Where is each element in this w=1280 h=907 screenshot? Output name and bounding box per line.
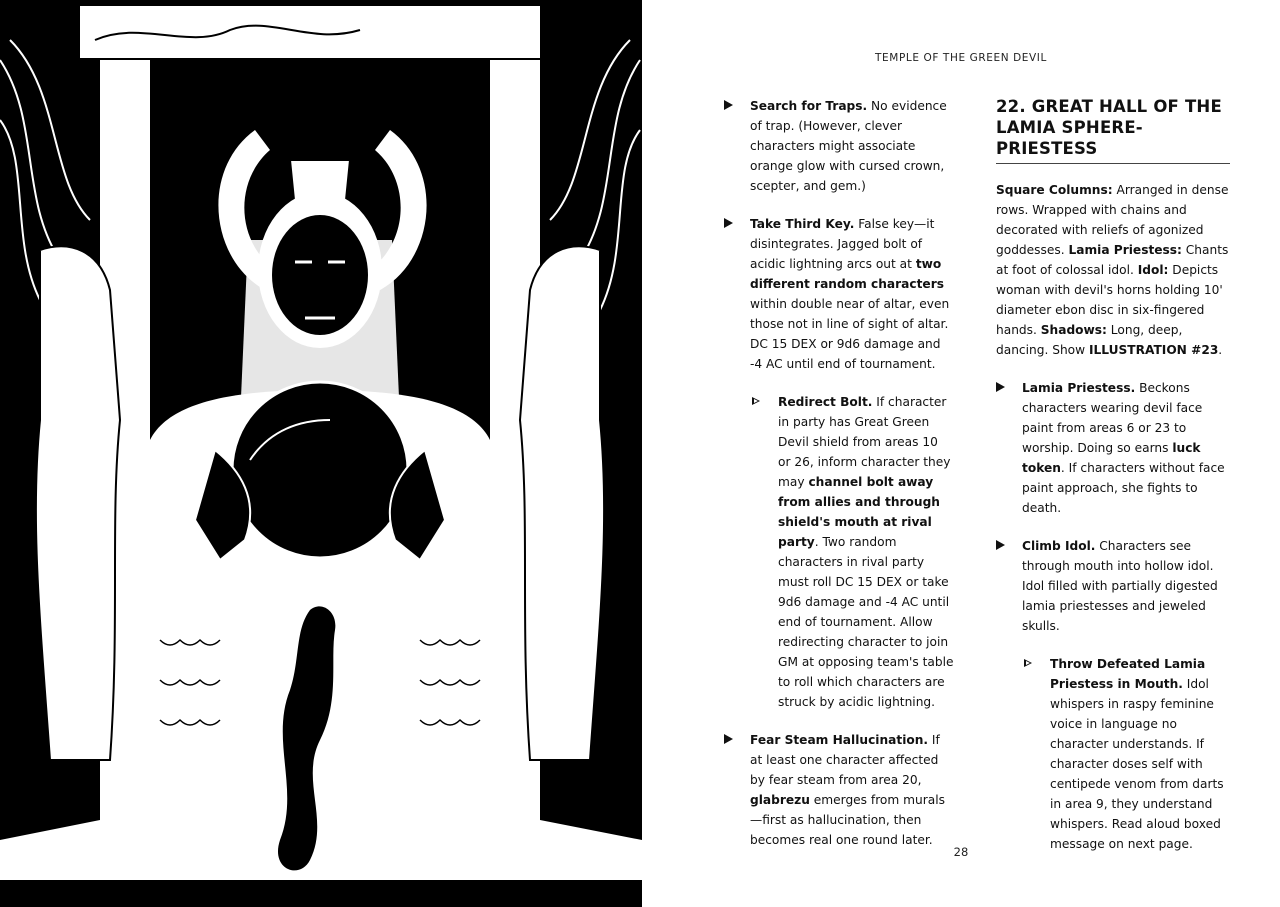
entry-emphasis: glabrezu xyxy=(750,793,810,807)
entry-text: Characters see through mouth into hollow idol. Idol filled with partially digested lamia priestesses and jeweled skulls. xyxy=(1022,539,1218,633)
desc-text: Chants at foot of colossal idol. xyxy=(996,243,1229,277)
entry-text: False key—it disintegrates. Jagged bolt of acidic lightning arcs out at xyxy=(750,217,935,271)
entry-search-for-traps xyxy=(724,96,954,196)
desc-text: Long, deep, dancing. Show xyxy=(996,323,1183,357)
triangle-bullet-icon xyxy=(724,734,733,744)
right-column xyxy=(996,96,1230,872)
entry-climb-idol xyxy=(996,536,1230,636)
entry-text: emerges from murals—first as hallucination, then becomes real one round later. xyxy=(750,793,945,847)
entry-text: No evidence of trap. (However, clever characters might associate orange glow with cursed crown, scepter, and gem.) xyxy=(750,99,947,193)
triangle-bullet-icon xyxy=(996,382,1005,392)
text-page xyxy=(642,0,1280,907)
desc-label: Lamia Priestess: xyxy=(1068,243,1182,257)
section-heading-line2: LAMIA SPHERE-PRIESTESS xyxy=(996,118,1143,158)
entry-emphasis: two different random characters xyxy=(750,257,944,291)
illustration-reference: ILLUSTRATION #23 xyxy=(1088,343,1219,357)
triangle-bullet-icon xyxy=(996,540,1005,550)
entry-title: Throw Defeated Lamia Priestess in Mouth. xyxy=(1050,657,1206,691)
running-head: TEMPLE OF THE GREEN DEVIL xyxy=(875,52,1047,64)
entry-text: If at least one character affected by fear steam from area 20, xyxy=(750,733,940,787)
triangle-bullet-icon xyxy=(724,100,733,110)
entry-title: Redirect Bolt. xyxy=(778,395,873,409)
entry-text: . If characters without face paint approach, she fights to death. xyxy=(1022,461,1225,515)
left-column xyxy=(724,96,954,868)
desc-label: Shadows: xyxy=(1040,323,1107,337)
page-number: 28 xyxy=(953,845,969,859)
entry-text: within double near of altar, even those not in line of sight of altar. DC 15 DEX or 9d6 damage and -4 AC until end of tournament. xyxy=(750,297,950,371)
entry-text: Beckons characters wearing devil face paint from areas 6 or 23 to worship. Doing so earns xyxy=(1022,381,1203,455)
entry-throw-defeated-lamia xyxy=(1024,654,1230,854)
entry-lamia-priestess xyxy=(996,378,1230,518)
entry-take-third-key xyxy=(724,214,954,374)
entry-title: Lamia Priestess. xyxy=(1022,381,1136,395)
entry-redirect-bolt xyxy=(752,392,954,712)
desc-text: . xyxy=(1218,343,1223,357)
hollow-triangle-bullet-icon xyxy=(1024,659,1032,668)
desc-text: Depicts woman with devil's horns holding 10' diameter ebon disc in six-fingered hands. xyxy=(996,263,1223,337)
desc-label: Idol: xyxy=(1137,263,1169,277)
entry-text: . Two random characters in rival party must roll DC 15 DEX or take 9d6 damage and -4 AC until end of tournament. Allow redirecting character to join GM at opposing team's table to roll which characters are struck by acidic lightning. xyxy=(778,535,954,709)
hollow-triangle-bullet-icon xyxy=(752,397,760,406)
entry-text: Idol whispers in raspy feminine voice in language no character understands. If character doses self with centipede venom from darts in area 9, they understand whispers. Read aloud boxed message on next page. xyxy=(1050,677,1224,851)
section-heading-line1: 22. GREAT HALL OF THE xyxy=(996,97,1222,116)
entry-title: Take Third Key. xyxy=(750,217,855,231)
entry-emphasis: channel bolt away from allies and through shield's mouth at rival party xyxy=(778,475,940,549)
section-heading xyxy=(996,96,1230,164)
entry-title: Climb Idol. xyxy=(1022,539,1096,553)
area-description xyxy=(996,180,1230,360)
desc-label: Square Columns: xyxy=(996,183,1113,197)
entry-fear-steam-hallucination xyxy=(724,730,954,850)
entry-title: Search for Traps. xyxy=(750,99,868,113)
desc-text: Arranged in dense rows. Wrapped with chains and decorated with reliefs of agonized goddesses. xyxy=(996,183,1229,257)
entry-text: If character in party has Great Green Devil shield from areas 10 or 26, inform character they may xyxy=(778,395,951,489)
entry-title: Fear Steam Hallucination. xyxy=(750,733,929,747)
entry-emphasis: luck token xyxy=(1022,441,1201,475)
triangle-bullet-icon xyxy=(724,218,733,228)
